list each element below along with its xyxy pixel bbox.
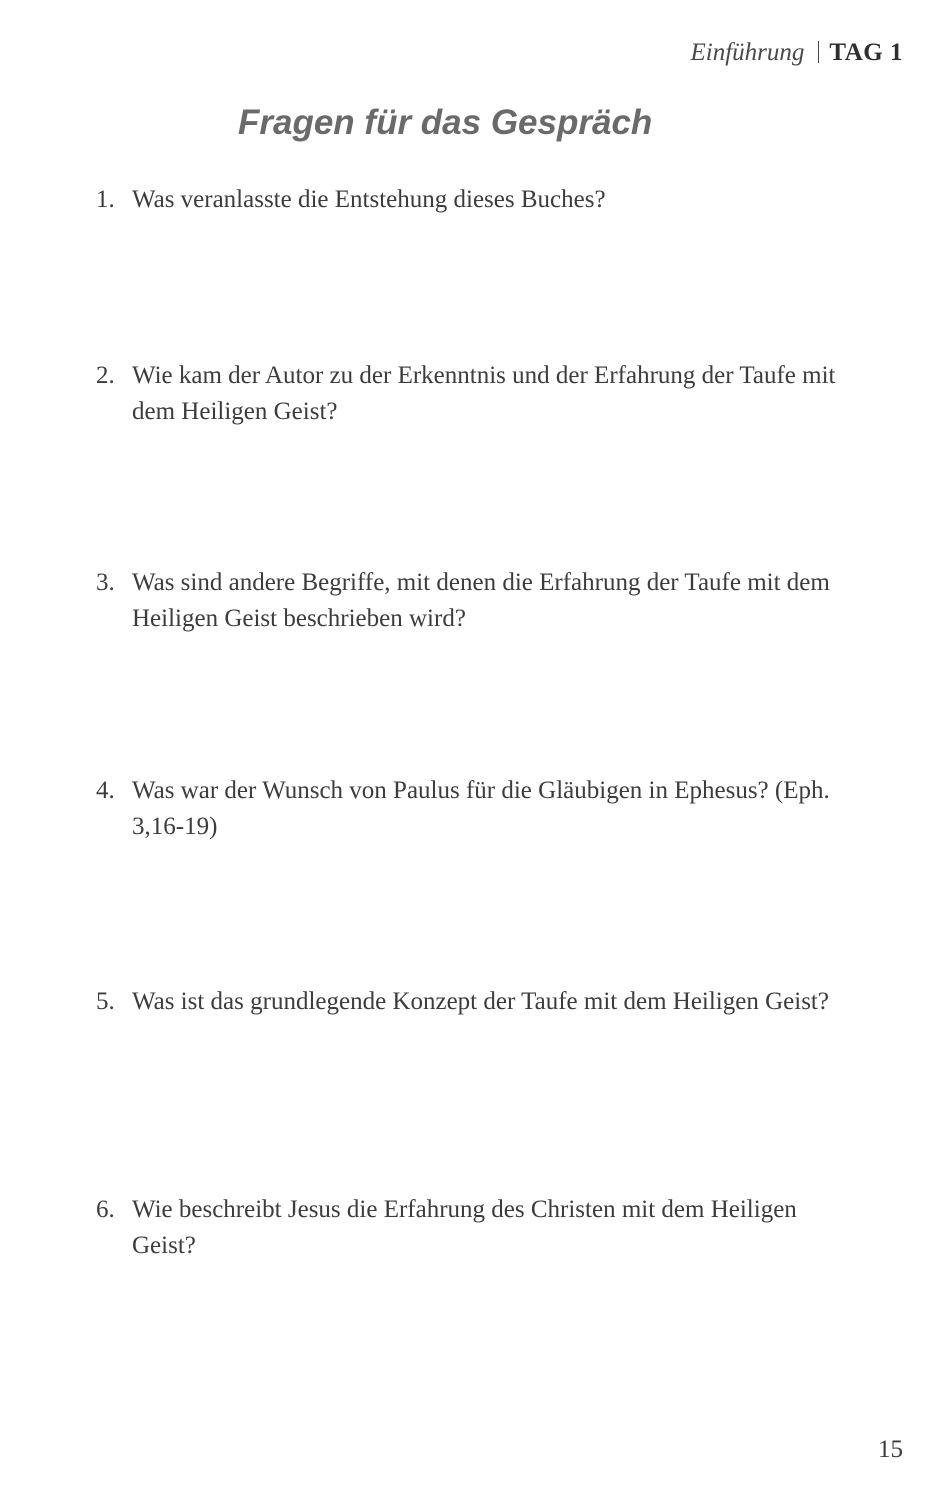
question-item	[96, 984, 836, 1020]
question-text: Wie kam der Autor zu der Erkenntnis und der Erfahrung der Taufe mit dem Heiligen Geist?	[132, 362, 836, 425]
question-item	[96, 773, 836, 845]
question-item	[96, 1192, 836, 1264]
question-text: Was war der Wunsch von Paulus für die Gläubigen in Ephesus? (Eph. 3,16-19)	[132, 777, 830, 840]
question-number: 1.	[96, 186, 115, 213]
question-item	[96, 182, 836, 218]
question-text: Wie beschreibt Jesus die Erfahrung des Christen mit dem Heiligen Geist?	[132, 1196, 797, 1259]
question-number: 5.	[96, 988, 115, 1015]
chapter-title: Einführung	[690, 39, 805, 66]
question-item	[96, 358, 836, 430]
question-number: 4.	[96, 777, 115, 804]
question-item	[96, 565, 836, 637]
question-number: 3.	[96, 569, 115, 596]
question-text: Was veranlasste die Entstehung dieses Buches?	[132, 186, 606, 213]
day-label: TAG 1	[829, 39, 903, 66]
question-number: 2.	[96, 362, 115, 389]
page-number: 15	[878, 1436, 903, 1463]
question-number: 6.	[96, 1196, 115, 1223]
page-title: Fragen für das Gespräch	[238, 103, 653, 142]
question-text: Was ist das grundlegende Konzept der Taufe mit dem Heiligen Geist?	[132, 988, 829, 1015]
question-text: Was sind andere Begriffe, mit denen die Erfahrung der Taufe mit dem Heiligen Geist beschrieben wird?	[132, 569, 830, 632]
